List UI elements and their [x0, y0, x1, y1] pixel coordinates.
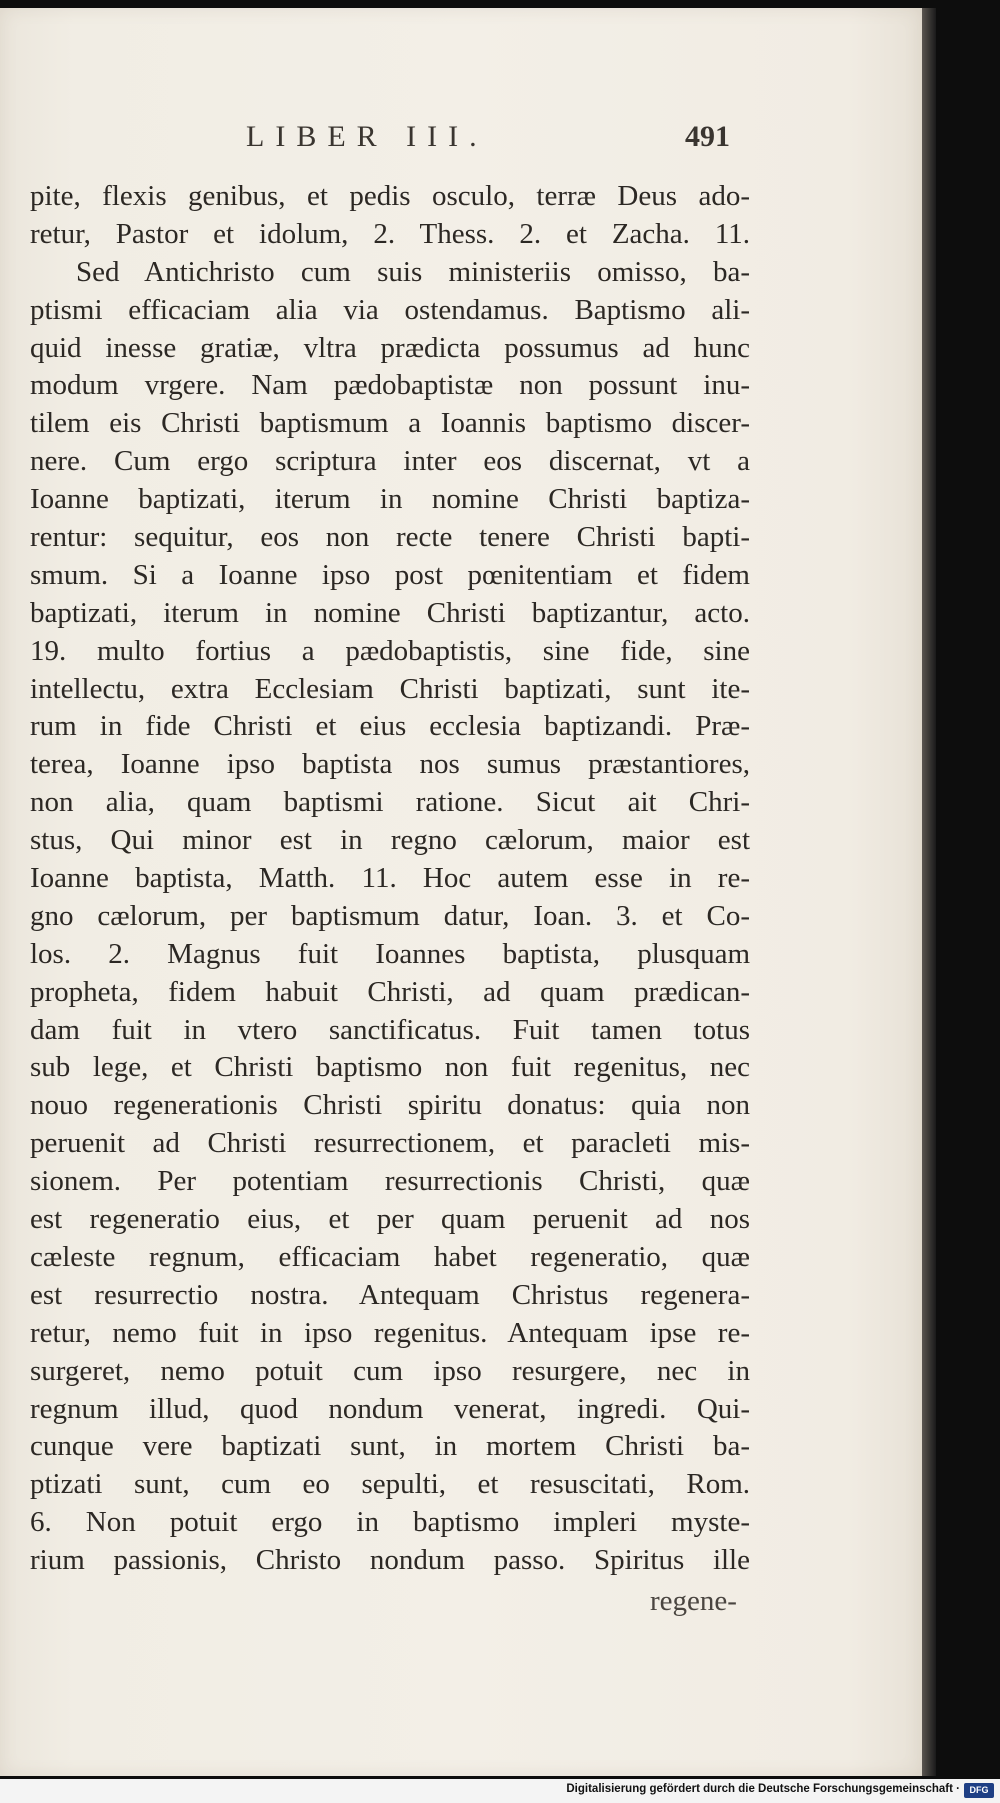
text-line: baptizati, iterum in nomine Christi baptizantur, acto. [30, 596, 750, 629]
page-edge-shadow [922, 8, 936, 1776]
text-line: dam fuit in vtero sanctificatus. Fuit tamen totus [30, 1013, 750, 1046]
text-line: tilem eis Christi baptismum a Ioannis baptismo discer- [30, 407, 750, 440]
digitization-footer [0, 1779, 1000, 1803]
catchword: regene- [650, 1585, 737, 1617]
text-line: pite, flexis genibus, et pedis osculo, terræ Deus ado- [30, 180, 750, 212]
text-line: Ioanne baptizati, iterum in nomine Christi baptiza- [30, 483, 750, 516]
text-line: quid inesse gratiæ, vltra prædicta possumus ad hunc [30, 331, 750, 364]
text-line: non alia, quam baptismi ratione. Sicut ait Chri- [30, 786, 750, 819]
text-line: intellectu, extra Ecclesiam Christi baptizati, sunt ite- [30, 672, 750, 705]
text-line: ptizati sunt, cum eo sepulti, et resuscitati, Rom. [30, 1468, 750, 1501]
text-line: gno cælorum, per baptismum datur, Ioan. 3. et Co- [30, 899, 750, 932]
text-line: terea, Ioanne ipso baptista nos sumus præstantiores, [30, 748, 750, 781]
text-line: rum in fide Christi et eius ecclesia baptizandi. Præ- [30, 710, 750, 743]
text-line: cæleste regnum, efficaciam habet regeneratio, quæ [30, 1240, 750, 1273]
text-line: surgeret, nemo potuit cum ipso resurgere, nec in [30, 1354, 750, 1387]
text-line: nouo regenerationis Christi spiritu donatus: quia non [30, 1089, 750, 1122]
body-text [30, 178, 750, 1580]
funding-credit: Digitalisierung gefördert durch die Deutsche Forschungsgemeinschaft · [566, 1783, 960, 1795]
text-line: regnum illud, quod nondum venerat, ingredi. Qui- [30, 1392, 750, 1425]
text-line: Ioanne baptista, Matth. 11. Hoc autem esse in re- [30, 862, 750, 895]
text-line: peruenit ad Christi resurrectionem, et paracleti mis- [30, 1127, 750, 1160]
text-line: smum. Si a Ioanne ipso post pœnitentiam et fidem [30, 558, 750, 591]
text-line: est regeneratio eius, et per quam peruenit ad nos [30, 1203, 750, 1236]
text-line: rium passionis, Christo nondum passo. Spiritus ille [30, 1544, 750, 1577]
text-line: 6. Non potuit ergo in baptismo impleri myste- [30, 1506, 750, 1539]
text-line: est resurrectio nostra. Antequam Christus regenera- [30, 1278, 750, 1311]
text-line: Sed Antichristo cum suis ministeriis omisso, ba- [76, 255, 750, 288]
text-line: modum vrgere. Nam pædobaptistæ non possunt inu- [30, 369, 750, 402]
page-number: 491 [685, 120, 730, 153]
text-line: propheta, fidem habuit Christi, ad quam prædican- [30, 975, 750, 1008]
text-line: stus, Qui minor est in regno cælorum, maior est [30, 824, 750, 857]
text-line: sub lege, et Christi baptismo non fuit regenitus, nec [30, 1051, 750, 1084]
text-line: los. 2. Magnus fuit Ioannes baptista, plusquam [30, 937, 750, 970]
text-line: rentur: sequitur, eos non recte tenere Christi bapti- [30, 521, 750, 554]
running-head-title: LIBER III. [246, 120, 488, 153]
text-line: ptismi efficaciam alia via ostendamus. Baptismo ali- [30, 293, 750, 326]
dfg-logo: DFG [964, 1783, 994, 1798]
text-line: sionem. Per potentiam resurrectionis Christi, quæ [30, 1165, 750, 1198]
text-line: 19. multo fortius a pædobaptistis, sine fide, sine [30, 634, 750, 667]
text-line: retur, nemo fuit in ipso regenitus. Antequam ipse re- [30, 1316, 750, 1349]
text-line: retur, Pastor et idolum, 2. Thess. 2. et Zacha. 11. [30, 217, 750, 250]
running-head [30, 120, 750, 160]
text-line: nere. Cum ergo scriptura inter eos discernat, vt a [30, 445, 750, 478]
text-line: cunque vere baptizati sunt, in mortem Christi ba- [30, 1430, 750, 1463]
